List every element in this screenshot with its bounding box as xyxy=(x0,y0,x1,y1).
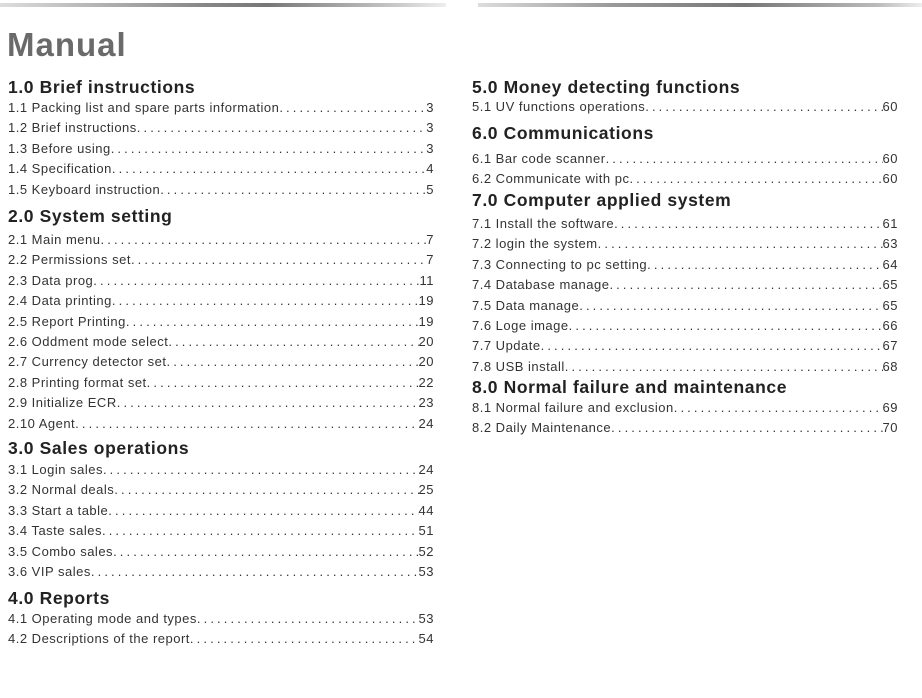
entry-page-number: 52 xyxy=(418,543,434,559)
entry-label: 6.1 Bar code scanner xyxy=(472,151,606,166)
toc-entry[interactable] xyxy=(8,332,434,352)
section-entries xyxy=(472,214,898,377)
dot-leader xyxy=(117,393,419,413)
dot-leader xyxy=(91,562,419,582)
dot-leader xyxy=(137,118,426,138)
entry-label: 7.3 Connecting to pc setting xyxy=(472,256,648,272)
toc-entry[interactable] xyxy=(472,234,898,254)
dot-leader xyxy=(166,352,418,372)
entry-page-number: 60 xyxy=(882,151,898,166)
entry-label: 7.6 Loge image xyxy=(472,317,569,333)
section-heading: 5.0 Money detecting functions xyxy=(472,77,741,97)
entry-page-number: 53 xyxy=(418,611,434,626)
entry-page-number: 3 xyxy=(426,140,434,156)
entry-page-number: 69 xyxy=(882,400,898,415)
entry-page-number: 51 xyxy=(418,523,434,539)
toc-entry[interactable] xyxy=(8,629,434,649)
section-heading: 8.0 Normal failure and maintenance xyxy=(472,377,788,397)
entry-page-number: 11 xyxy=(419,272,434,288)
dot-leader xyxy=(645,97,882,117)
toc-entry[interactable] xyxy=(472,357,898,377)
dot-leader xyxy=(606,149,883,169)
entry-page-number: 64 xyxy=(882,256,898,272)
entry-page-number: 7 xyxy=(426,232,434,247)
entry-page-number: 24 xyxy=(418,462,434,477)
dot-leader xyxy=(565,357,883,377)
entry-page-number: 5 xyxy=(426,181,434,197)
entry-page-number: 65 xyxy=(882,277,898,293)
toc-entry[interactable] xyxy=(8,393,434,413)
entry-page-number: 19 xyxy=(418,313,434,329)
entry-label: 7.8 USB install xyxy=(472,358,565,374)
toc-entry[interactable] xyxy=(8,609,434,629)
toc-entry[interactable] xyxy=(472,336,898,356)
dot-leader xyxy=(190,629,419,649)
entry-label: 4.2 Descriptions of the report xyxy=(8,631,190,647)
dot-leader xyxy=(75,414,418,434)
dot-leader xyxy=(160,180,426,200)
dot-leader xyxy=(579,296,882,316)
section-entries xyxy=(8,460,434,582)
dot-leader xyxy=(131,250,426,270)
entry-page-number: 61 xyxy=(882,216,898,231)
entry-page-number: 25 xyxy=(418,482,434,498)
dot-leader xyxy=(647,255,882,275)
entry-label: 2.6 Oddment mode select xyxy=(8,333,169,349)
entry-label: 7.5 Data manage xyxy=(472,297,580,313)
entry-label: 5.1 UV functions operations xyxy=(472,99,646,114)
entry-label: 1.1 Packing list and spare parts information xyxy=(8,100,280,115)
toc-section xyxy=(472,76,898,117)
toc-entry[interactable] xyxy=(8,118,434,138)
toc-entry[interactable] xyxy=(8,139,434,159)
toc-entry[interactable] xyxy=(8,291,434,311)
dot-leader xyxy=(113,542,418,562)
entry-page-number: 22 xyxy=(418,374,434,390)
entry-label: 7.4 Database manage xyxy=(472,277,610,293)
dot-leader xyxy=(541,336,883,356)
entry-label: 2.2 Permissions set xyxy=(8,252,131,268)
entry-label: 7.1 Install the software xyxy=(472,216,615,231)
toc-entry[interactable] xyxy=(8,352,434,372)
entry-page-number: 68 xyxy=(882,358,898,374)
entry-page-number: 7 xyxy=(426,252,434,268)
entry-label: 3.6 VIP sales xyxy=(8,563,91,579)
entry-label: 3.1 Login sales xyxy=(8,462,103,477)
entry-page-number: 4 xyxy=(426,161,434,177)
dot-leader xyxy=(101,230,427,250)
entry-label: 3.2 Normal deals xyxy=(8,482,115,498)
toc-entry[interactable] xyxy=(8,521,434,541)
toc-entry[interactable] xyxy=(8,480,434,500)
entry-label: 1.4 Specification xyxy=(8,161,112,177)
dot-leader xyxy=(147,373,419,393)
entry-label: 8.2 Daily Maintenance xyxy=(472,420,612,436)
entry-label: 2.9 Initialize ECR xyxy=(8,395,117,411)
dot-leader xyxy=(609,275,882,295)
header-decorative-bar-left xyxy=(0,3,446,7)
entry-label: 6.2 Communicate with pc xyxy=(472,171,630,187)
entry-page-number: 19 xyxy=(418,293,434,309)
section-entries xyxy=(472,97,898,117)
toc-section xyxy=(8,587,434,650)
toc-entry[interactable] xyxy=(8,373,434,393)
section-entries xyxy=(8,230,434,434)
toc-entry[interactable] xyxy=(472,149,898,169)
entry-page-number: 24 xyxy=(418,415,434,431)
entry-label: 2.8 Printing format set xyxy=(8,374,147,390)
dot-leader xyxy=(112,159,426,179)
entry-label: 1.5 Keyboard instruction xyxy=(8,181,161,197)
entry-page-number: 3 xyxy=(426,120,434,136)
toc-section xyxy=(472,189,898,377)
dot-leader xyxy=(279,98,426,118)
entry-page-number: 67 xyxy=(882,338,898,354)
entry-page-number: 66 xyxy=(882,317,898,333)
dot-leader xyxy=(614,214,882,234)
toc-section xyxy=(8,76,434,200)
dot-leader xyxy=(674,398,883,418)
dot-leader xyxy=(111,139,427,159)
entry-label: 2.3 Data prog xyxy=(8,272,94,288)
toc-entry[interactable] xyxy=(8,159,434,179)
section-entries xyxy=(472,149,898,190)
toc-section xyxy=(472,376,898,439)
toc-entry[interactable] xyxy=(8,98,434,118)
dot-leader xyxy=(569,316,883,336)
toc-entry[interactable] xyxy=(8,460,434,480)
dot-leader xyxy=(102,521,419,541)
dot-leader xyxy=(126,312,419,332)
entry-page-number: 65 xyxy=(882,297,898,313)
entry-label: 1.3 Before using xyxy=(8,140,111,156)
section-entries xyxy=(472,398,898,439)
entry-page-number: 60 xyxy=(882,171,898,187)
dot-leader xyxy=(108,501,418,521)
toc-section xyxy=(472,122,898,190)
dot-leader xyxy=(598,234,883,254)
entry-label: 1.2 Brief instructions xyxy=(8,120,137,136)
toc-entry[interactable] xyxy=(472,169,898,189)
header-decorative-bar-right xyxy=(478,3,922,7)
entry-label: 3.4 Taste sales xyxy=(8,523,102,539)
entry-page-number: 20 xyxy=(418,354,434,370)
section-heading: 7.0 Computer applied system xyxy=(472,190,732,210)
section-heading: 2.0 System setting xyxy=(8,206,173,226)
toc-entry[interactable] xyxy=(8,271,434,291)
entry-label: 8.1 Normal failure and exclusion xyxy=(472,400,674,415)
dot-leader xyxy=(197,609,419,629)
entry-page-number: 20 xyxy=(418,333,434,349)
toc-entry[interactable] xyxy=(472,97,898,117)
entry-page-number: 53 xyxy=(418,563,434,579)
entry-label: 2.5 Report Printing xyxy=(8,313,126,329)
toc-entry[interactable] xyxy=(8,562,434,582)
entry-label: 2.1 Main menu xyxy=(8,232,101,247)
entry-label: 4.1 Operating mode and types xyxy=(8,611,197,626)
dot-leader xyxy=(611,418,882,438)
section-heading: 1.0 Brief instructions xyxy=(8,77,196,97)
toc-entry[interactable] xyxy=(8,312,434,332)
entry-page-number: 23 xyxy=(418,395,434,411)
dot-leader xyxy=(629,169,882,189)
toc-section xyxy=(8,205,434,434)
toc-entry[interactable] xyxy=(8,180,434,200)
dot-leader xyxy=(168,332,418,352)
entry-label: 2.7 Currency detector set xyxy=(8,354,167,370)
entry-label: 7.7 Update xyxy=(472,338,541,354)
entry-label: 2.4 Data printing xyxy=(8,293,112,309)
toc-entry[interactable] xyxy=(472,398,898,418)
toc-entry[interactable] xyxy=(472,296,898,316)
entry-label: 3.5 Combo sales xyxy=(8,543,114,559)
toc-entry[interactable] xyxy=(472,214,898,234)
entry-page-number: 63 xyxy=(882,236,898,252)
entry-page-number: 3 xyxy=(426,100,434,115)
toc-entry[interactable] xyxy=(8,542,434,562)
toc-entry[interactable] xyxy=(472,275,898,295)
toc-entry[interactable] xyxy=(472,418,898,438)
entry-page-number: 60 xyxy=(882,99,898,114)
toc-entry[interactable] xyxy=(8,501,434,521)
dot-leader xyxy=(114,480,418,500)
section-heading: 6.0 Communications xyxy=(472,123,654,143)
entry-page-number: 54 xyxy=(418,631,434,647)
toc-entry[interactable] xyxy=(8,230,434,250)
toc-entry[interactable] xyxy=(8,250,434,270)
toc-entry[interactable] xyxy=(472,255,898,275)
section-entries xyxy=(8,98,434,200)
toc-entry[interactable] xyxy=(8,414,434,434)
entry-page-number: 44 xyxy=(418,502,434,518)
entry-label: 2.10 Agent xyxy=(8,415,76,431)
section-entries xyxy=(8,609,434,650)
entry-label: 3.3 Start a table xyxy=(8,502,109,518)
dot-leader xyxy=(103,460,419,480)
dot-leader xyxy=(93,271,419,291)
section-heading: 4.0 Reports xyxy=(8,588,110,608)
dot-leader xyxy=(112,291,419,311)
section-heading: 3.0 Sales operations xyxy=(8,438,190,458)
toc-entry[interactable] xyxy=(472,316,898,336)
toc-section xyxy=(8,437,434,582)
page-title: Manual xyxy=(7,26,127,63)
entry-label: 7.2 login the system xyxy=(472,236,598,252)
entry-page-number: 70 xyxy=(882,420,898,436)
